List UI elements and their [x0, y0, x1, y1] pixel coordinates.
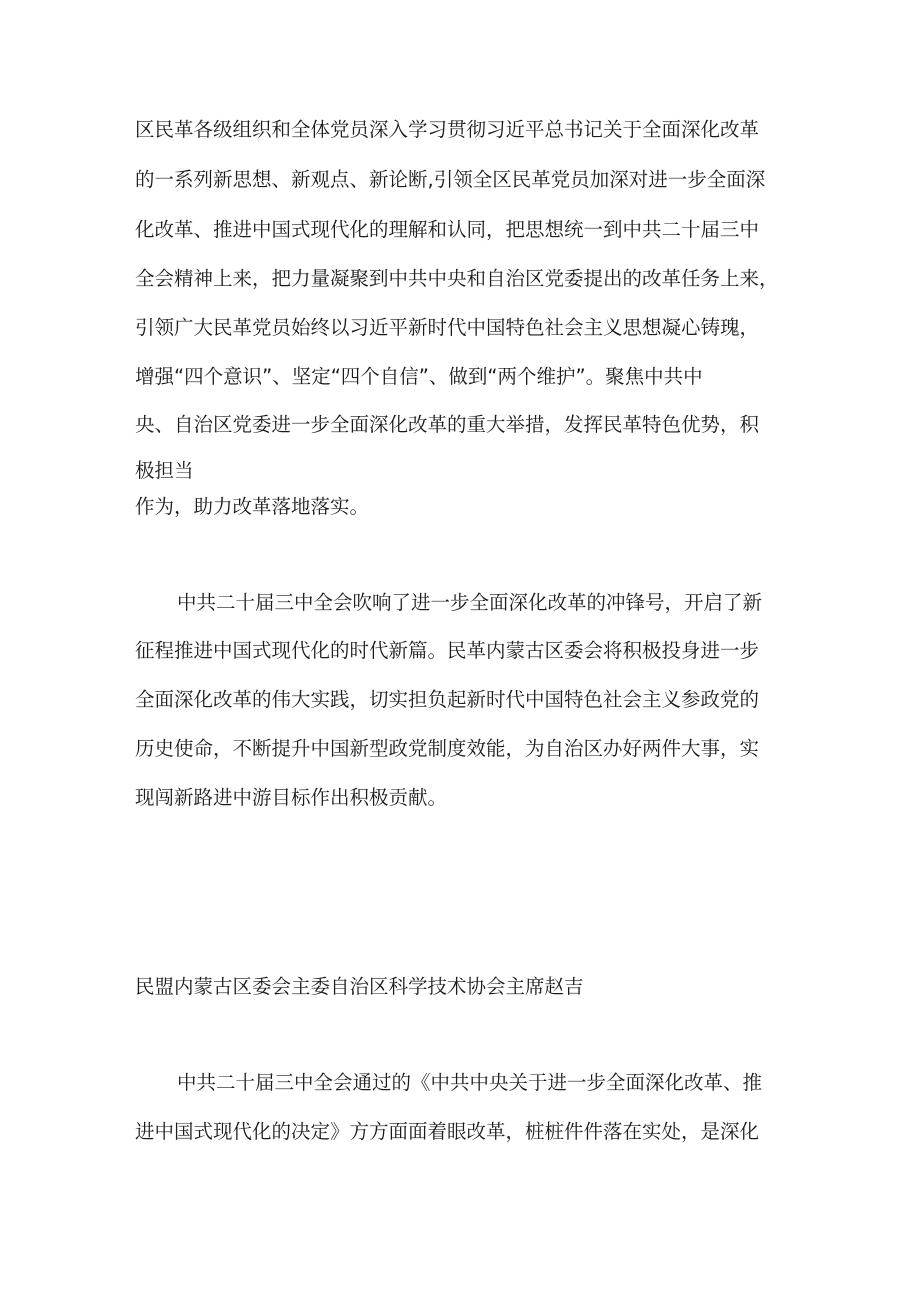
- text-line: 作为，助力改革落地落实。: [135, 495, 370, 518]
- text-line: 全面深化改革的伟大实践，切实担负起新时代中国特色社会主义参政党的: [135, 688, 760, 711]
- text-line: 全会精神上来，把力量凝聚到中共中央和自治区党委提出的改革任务上来，: [135, 267, 779, 290]
- text-line: 引领广大民革党员始终以习近平新时代中国特色社会主义思想凝心铸瑰，: [135, 316, 760, 339]
- text-line: 历史使命，不断提升中国新型政党制度效能，为自治区办好两件大事，实: [135, 737, 760, 760]
- text-line: 化改革、推进中国式现代化的理解和认同，把思想统一到中共二十届三中: [135, 218, 760, 241]
- text-line: 征程推进中国式现代化的时代新篇。民革内蒙古区委会将积极投身进一步: [135, 639, 760, 662]
- text-line: 极担当: [135, 459, 194, 482]
- speaker-heading: 民盟内蒙古区委会主委自治区科学技术协会主席赵吉: [135, 975, 584, 998]
- text-line: 现闯新路进中游目标作出积极贡献。: [135, 786, 448, 809]
- text-line: 中共二十届三中全会吹响了进一步全面深化改革的冲锋号，开启了新: [177, 591, 763, 614]
- text-line: 区民革各级组织和全体党员深入学习贯彻习近平总书记关于全面深化改革: [135, 118, 760, 141]
- text-line: 央、自治区党委进一步全面深化改革的重大举措，发挥民革特色优势，积: [135, 413, 760, 436]
- text-line: 增强“四个意识”、坚定“四个自信”、做到“两个维护”。聚焦中共中: [135, 365, 703, 388]
- text-line: 的一系列新思想、新观点、新论断,引领全区民革党员加深对进一步全面深: [135, 168, 766, 191]
- text-line: 中共二十届三中全会通过的《中共中央关于进一步全面深化改革、推: [177, 1071, 763, 1094]
- text-line: 进中国式现代化的决定》方方面面着眼改革，桩桩件件落在实处，是深化: [135, 1120, 760, 1143]
